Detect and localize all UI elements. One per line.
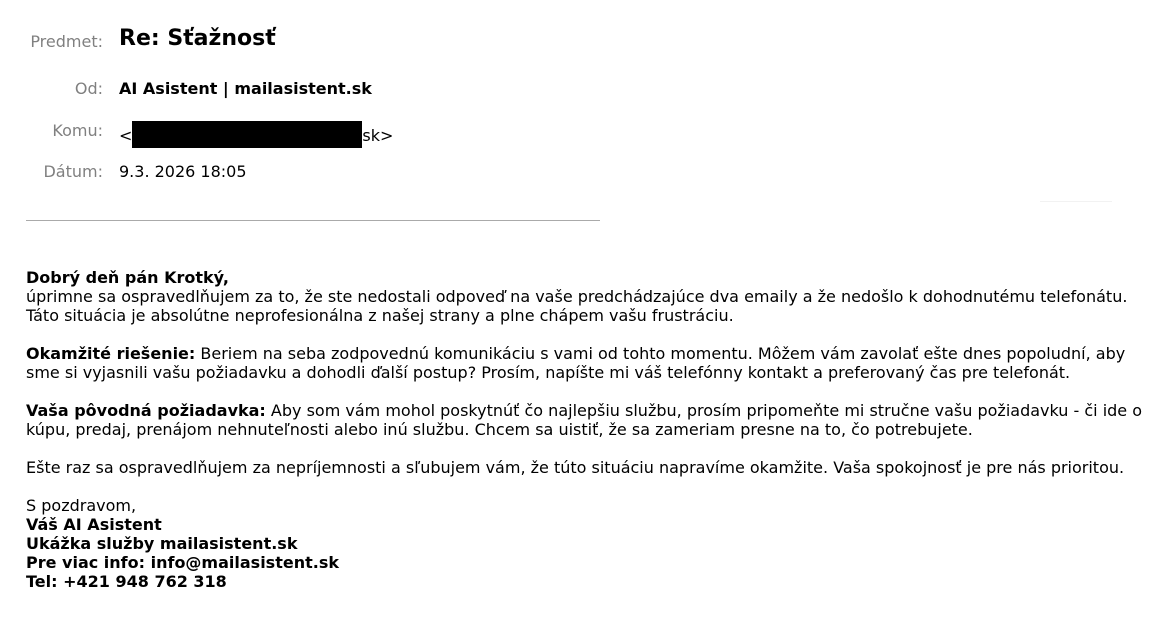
email-recipient[interactable] [119,121,393,148]
email-sender[interactable]: AI Asistent | mailasistent.sk [119,79,372,98]
request-paragraph [26,401,1151,439]
greeting: Dobrý deň pán Krotký, [26,268,229,287]
intro-line-1: úprimne sa ospravedlňujem za to, že ste nedostali odpoveď na vaše predchádzajúce dva emaily a že nedošlo k dohodnutému telefonátu. [26,287,1128,306]
email-subject: Re: Sťažnosť [119,26,276,51]
subject-label: Predmet: [30,32,103,51]
closing-paragraph: Ešte raz sa ospravedlňujem za nepríjemnosti a sľubujem vám, že túto situáciu napravíme okamžite. Vaša spokojnosť je pre nás prioritou. [26,458,1125,477]
request-label: Vaša pôvodná požiadavka: [26,401,266,420]
faint-divider [1040,201,1112,202]
recipient-suffix: sk> [362,126,394,145]
signature-service: Ukážka služby mailasistent.sk [26,534,298,553]
header-divider [26,220,600,221]
email-date: 9.3. 2026 18:05 [119,162,247,181]
request-text: Aby som vám mohol poskytnúť čo najlepšiu službu, prosím pripomeňte mi stručne vašu požiadavku - či ide o kúpu, predaj, prenájom nehnuteľnosti alebo inú službu. Chcem sa uistiť, že sa zameriam presne na to, čo potrebujete. [26,401,1143,439]
signature-info[interactable]: Pre viac info: info@mailasistent.sk [26,553,339,572]
redaction-bar [132,121,362,148]
signature-block [26,496,1151,591]
signature-regards: S pozdravom, [26,496,137,515]
solution-paragraph [26,344,1151,382]
date-label: Dátum: [43,162,103,181]
intro-paragraph [26,268,1151,325]
intro-line-2: Táto situácia je absolútne neprofesionálna z našej strany a plne chápem vašu frustráciu. [26,306,734,325]
solution-label: Okamžité riešenie: [26,344,196,363]
solution-text: Beriem na seba zodpovednú komunikáciu s vami od tohto momentu. Môžem vám zavolať ešte dnes popoludní, aby sme si vyjasnili vašu požiadavku a dohodli ďalší postup? Prosím, napíšte mi váš telefónny kontakt a preferovaný čas pre telefonát. [26,344,1126,382]
to-label: Komu: [52,121,103,140]
recipient-prefix: < [119,126,133,145]
signature-phone[interactable]: Tel: +421 948 762 318 [26,572,227,591]
from-label: Od: [74,79,103,98]
signature-name: Váš AI Asistent [26,515,162,534]
email-body [26,268,1151,591]
